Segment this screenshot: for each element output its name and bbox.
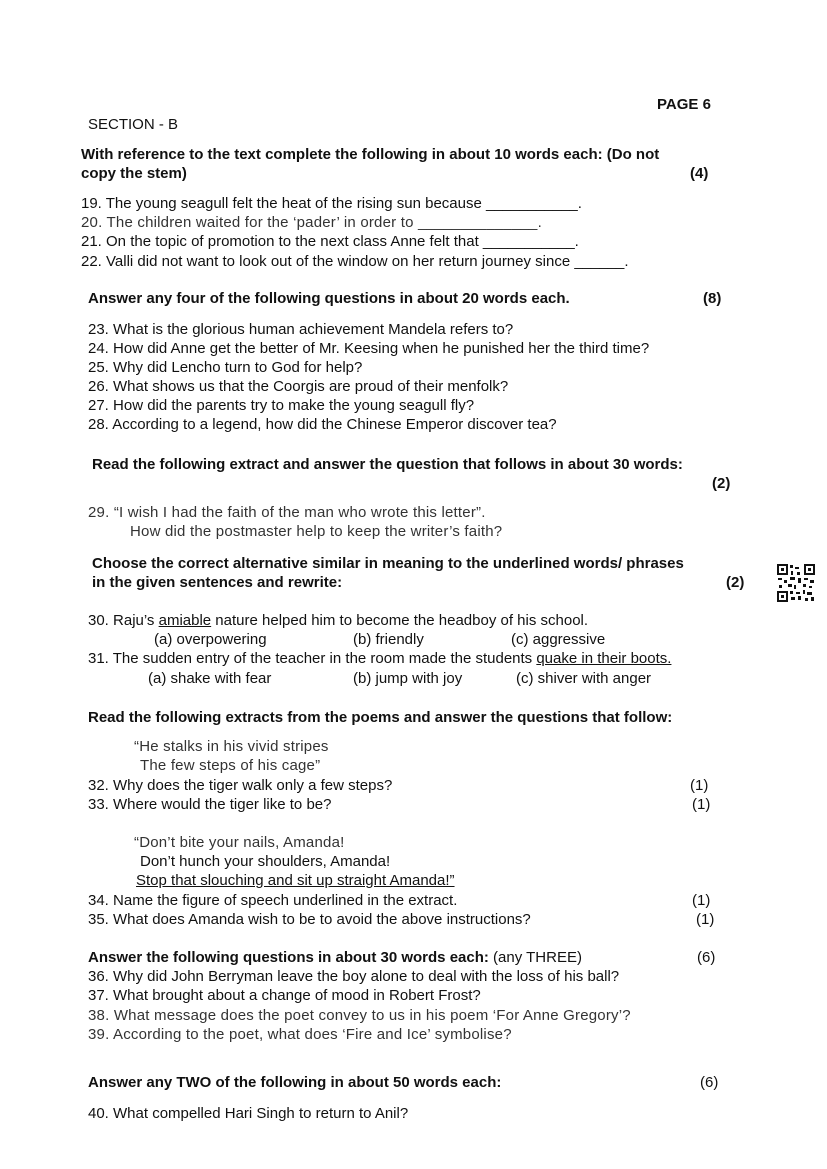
question-19: 19. The young seagull felt the heat of the rising sun because ___________. (81, 195, 582, 212)
poem-1-line-1: “He stalks in his vivid stripes (134, 738, 329, 755)
marks-group-2: (8) (703, 290, 722, 307)
question-31-underlined-phrase: quake in their boots. (536, 650, 672, 667)
question-36: 36. Why did John Berryman leave the boy alone to deal with the loss of his ball? (88, 968, 620, 985)
question-31-prefix: 31. The sudden entry of the teacher in the room made the students (88, 650, 537, 667)
instruction-group-6 (88, 948, 582, 967)
question-31 (88, 649, 671, 668)
page-label: PAGE 6 (657, 96, 711, 113)
question-31-option-b: (b) jump with joy (353, 670, 463, 687)
instruction-group-5: Read the following extracts from the poems and answer the questions that follow: (88, 709, 673, 726)
question-34: 34. Name the figure of speech underlined in the extract. (88, 892, 458, 909)
instruction-group-6-bold: Answer the following questions in about 30 words each: (88, 949, 489, 966)
question-29-text: How did the postmaster help to keep the writer’s faith? (130, 523, 503, 540)
question-27: 27. How did the parents try to make the young seagull fly? (88, 397, 475, 414)
question-31-option-a: (a) shake with fear (148, 670, 272, 687)
question-31-option-c: (c) shiver with anger (516, 670, 652, 687)
instruction-group-1-line2: copy the stem) (81, 165, 187, 182)
qr-code-icon (776, 563, 816, 603)
marks-question-32: (1) (690, 777, 709, 794)
question-28: 28. According to a legend, how did the Chinese Emperor discover tea? (88, 416, 557, 433)
question-30-option-b: (b) friendly (353, 631, 424, 648)
question-30-option-c: (c) aggressive (511, 631, 606, 648)
question-20: 20. The children waited for the ‘pader’ in order to ______________. (81, 214, 542, 231)
marks-group-1: (4) (690, 165, 709, 182)
poem-1-line-2: The few steps of his cage” (140, 757, 321, 774)
question-29-quote: 29. “I wish I had the faith of the man who wrote this letter”. (88, 504, 486, 521)
marks-group-7: (6) (700, 1074, 719, 1091)
question-33: 33. Where would the tiger like to be? (88, 796, 332, 813)
marks-group-4: (2) (726, 574, 745, 591)
question-23: 23. What is the glorious human achievement Mandela refers to? (88, 321, 514, 338)
section-title: SECTION - B (88, 116, 179, 133)
marks-question-33: (1) (692, 796, 711, 813)
question-32: 32. Why does the tiger walk only a few steps? (88, 777, 393, 794)
question-26: 26. What shows us that the Coorgis are proud of their menfolk? (88, 378, 509, 395)
question-30 (88, 611, 588, 630)
marks-group-6: (6) (697, 949, 716, 966)
question-30-suffix: nature helped him to become the headboy of his school. (211, 612, 589, 629)
question-30-prefix: 30. Raju’s (88, 612, 159, 629)
marks-group-3: (2) (712, 475, 731, 492)
question-37: 37. What brought about a change of mood in Robert Frost? (88, 987, 481, 1004)
marks-question-34: (1) (692, 892, 711, 909)
question-30-option-a: (a) overpowering (154, 631, 267, 648)
question-38: 38. What message does the poet convey to us in his poem ‘For Anne Gregory’? (88, 1007, 631, 1024)
question-35: 35. What does Amanda wish to be to avoid the above instructions? (88, 911, 531, 928)
poem-2-line-2: Don’t hunch your shoulders, Amanda! (140, 853, 391, 870)
question-24: 24. How did Anne get the better of Mr. Keesing when he punished her the third time? (88, 340, 650, 357)
instruction-group-3: Read the following extract and answer the question that follows in about 30 words: (92, 456, 683, 473)
question-22: 22. Valli did not want to look out of the window on her return journey since ______. (81, 253, 629, 270)
question-39: 39. According to the poet, what does ‘Fire and Ice’ symbolise? (88, 1026, 512, 1043)
poem-2-line-1: “Don’t bite your nails, Amanda! (134, 834, 345, 851)
instruction-group-7: Answer any TWO of the following in about 50 words each: (88, 1074, 502, 1091)
question-25: 25. Why did Lencho turn to God for help? (88, 359, 363, 376)
instruction-group-1-line1: With reference to the text complete the following in about 10 words each: (Do not (81, 146, 660, 163)
poem-2-line-3-underlined: Stop that slouching and sit up straight Amanda!” (136, 872, 455, 889)
instruction-group-4-line2: in the given sentences and rewrite: (92, 574, 343, 591)
instruction-group-2: Answer any four of the following questions in about 20 words each. (88, 290, 570, 307)
question-40: 40. What compelled Hari Singh to return to Anil? (88, 1105, 409, 1122)
marks-question-35: (1) (696, 911, 715, 928)
question-21: 21. On the topic of promotion to the next class Anne felt that ___________. (81, 233, 579, 250)
instruction-group-4-line1: Choose the correct alternative similar in meaning to the underlined words/ phrases (92, 555, 684, 572)
instruction-group-6-rest: (any THREE) (488, 949, 582, 966)
question-30-underlined-word: amiable (158, 612, 212, 629)
